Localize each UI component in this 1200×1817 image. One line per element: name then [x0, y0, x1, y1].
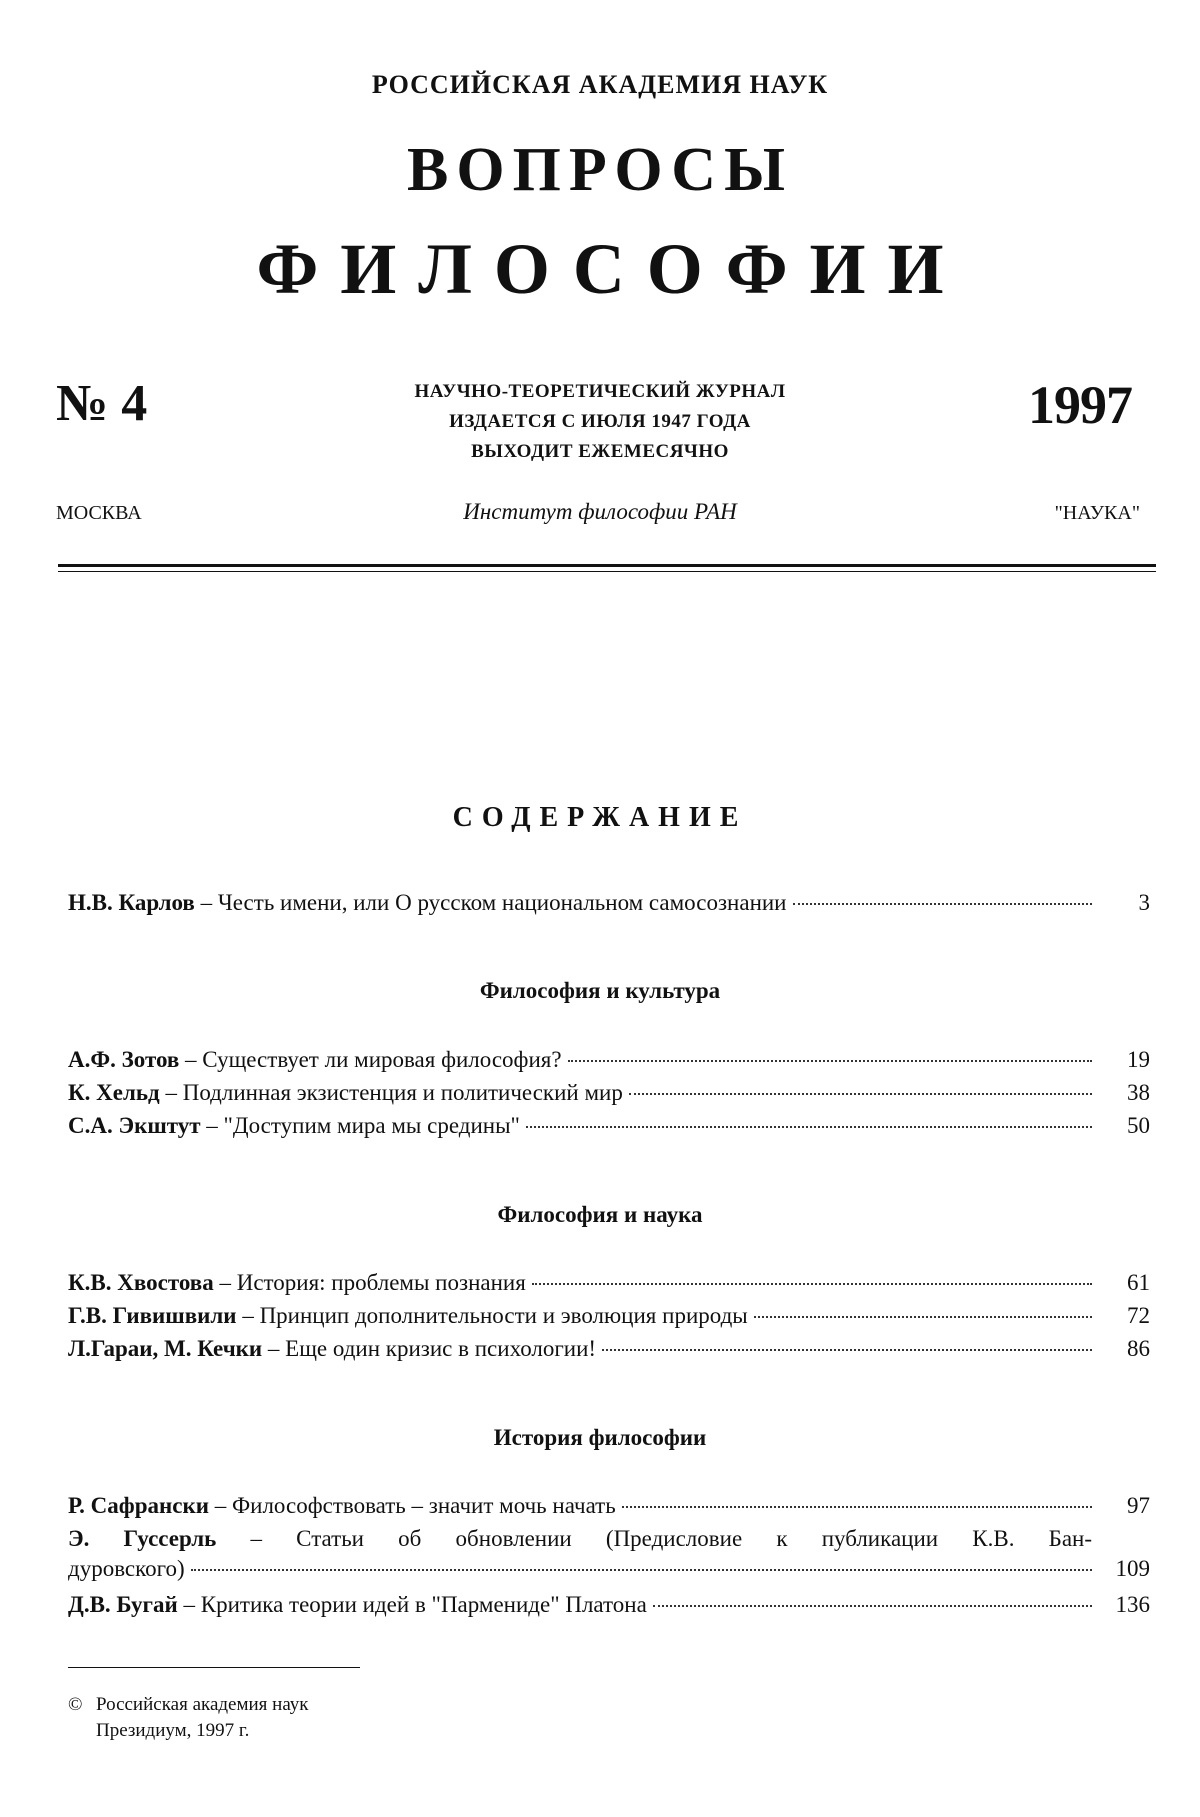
toc-entry: Н.В. Карлов – Честь имени, или О русском национальном самосознании 3 — [68, 888, 1150, 918]
toc-leader-dots — [532, 1283, 1092, 1285]
toc-title: Честь имени, или О русском национальном самосознании — [217, 890, 787, 915]
toc-page: 38 — [1127, 1080, 1150, 1105]
toc-page: 3 — [1138, 890, 1150, 915]
copyright-symbol: © — [68, 1694, 83, 1715]
toc-title: Существует ли мировая философия? — [202, 1047, 562, 1072]
toc-leader-dots — [629, 1093, 1092, 1095]
toc-leader-dots — [653, 1605, 1092, 1607]
issue-number: № 4 — [56, 375, 148, 432]
contents-heading: СОДЕРЖАНИЕ — [452, 802, 748, 833]
toc-author: С.А. Экштут — [68, 1113, 201, 1138]
toc-page: 86 — [1127, 1336, 1150, 1361]
institute: Институт философии РАН — [463, 499, 737, 524]
toc-author: Н.В. Карлов — [68, 890, 195, 915]
city: МОСКВА — [56, 502, 142, 524]
copyright-notice — [68, 1692, 309, 1744]
toc-page: 136 — [1115, 1592, 1150, 1617]
subtitle-line: ВЫХОДИТ ЕЖЕМЕСЯЧНО — [471, 441, 729, 462]
header-rule-thin — [58, 571, 1156, 572]
toc-page: 19 — [1127, 1047, 1150, 1072]
toc-entry: К. Хельд – Подлинная экзистенция и политический мир 38 — [68, 1078, 1150, 1108]
toc-entry: Д.В. Бугай – Критика теории идей в "Пармениде" Платона 136 — [68, 1590, 1150, 1620]
toc-leader-dots — [793, 903, 1093, 905]
toc-title: Еще один кризис в психологии! — [285, 1336, 597, 1361]
toc-author: Э. Гуссерль — [68, 1526, 217, 1551]
toc-entry: С.А. Экштут – "Доступим мира мы средины" 50 — [68, 1111, 1150, 1141]
toc-title-continued: дуровского) — [68, 1556, 185, 1581]
toc-author: Л.Гараи, М. Кечки — [68, 1336, 263, 1361]
footnote-rule — [68, 1667, 360, 1668]
toc-leader-dots — [602, 1349, 1092, 1351]
toc-leader-dots — [526, 1126, 1092, 1128]
copyright-line2: Президиум, 1997 г. — [96, 1720, 250, 1741]
toc-page: 97 — [1127, 1493, 1150, 1518]
section-heading: Философия и наука — [497, 1202, 703, 1227]
toc-entry: К.В. Хвостова – История: проблемы познания 61 — [68, 1268, 1150, 1298]
toc-author: А.Ф. Зотов — [68, 1047, 180, 1072]
toc-author: К. Хельд — [68, 1080, 160, 1105]
toc-author: Г.В. Гивишвили — [68, 1303, 237, 1328]
journal-subtitle — [0, 377, 1200, 467]
toc-author: Р. Сафрански — [68, 1493, 209, 1518]
toc-author: К.В. Хвостова — [68, 1270, 214, 1295]
toc-page: 72 — [1127, 1303, 1150, 1328]
subtitle-line: НАУЧНО-ТЕОРЕТИЧЕСКИЙ ЖУРНАЛ — [414, 381, 786, 402]
toc-entry: А.Ф. Зотов – Существует ли мировая философия? 19 — [68, 1045, 1150, 1075]
toc-title: "Доступим мира мы средины" — [223, 1113, 520, 1138]
toc-entry: Л.Гараи, М. Кечки – Еще один кризис в психологии! 86 — [68, 1334, 1150, 1364]
section-heading: Философия и культура — [479, 978, 721, 1003]
toc-leader-dots — [622, 1506, 1092, 1508]
journal-title-line1: ВОПРОСЫ — [407, 136, 793, 204]
academy-name: РОССИЙСКАЯ АКАДЕМИЯ НАУК — [371, 70, 829, 99]
toc-title: Подлинная экзистенция и политический мир — [182, 1080, 623, 1105]
toc-leader-dots — [568, 1060, 1092, 1062]
publisher: "НАУКА" — [1054, 502, 1140, 524]
toc-page: 109 — [1115, 1556, 1150, 1581]
toc-title: Философствовать – значит мочь начать — [231, 1493, 616, 1518]
toc-title: Принцип дополнительности и эволюция природы — [259, 1303, 748, 1328]
toc-entry: Р. Сафрански – Философствовать – значит мочь начать 97 — [68, 1491, 1150, 1521]
toc-page: 50 — [1127, 1113, 1150, 1138]
journal-title-line2: ФИЛОСОФИИ — [256, 229, 966, 309]
subtitle-line: ИЗДАЕТСЯ С ИЮЛЯ 1947 ГОДА — [449, 411, 751, 432]
toc-title: Статьи об обновлении (Предисловие к публикации К.В. Бан- — [296, 1526, 1093, 1551]
toc-entry: Г.В. Гивишвили – Принцип дополнительности и эволюция природы 72 — [68, 1301, 1150, 1331]
toc-leader-dots — [191, 1569, 1092, 1571]
header-rule-thick — [58, 564, 1156, 567]
toc-page: 61 — [1127, 1270, 1150, 1295]
issue-year: 1997 — [1028, 375, 1132, 435]
toc-title: Критика теории идей в "Пармениде" Платона — [200, 1592, 647, 1617]
section-heading: История философии — [493, 1425, 707, 1450]
toc-author: Д.В. Бугай — [68, 1592, 178, 1617]
toc-entry: Э. Гуссерль – Статьи об обновлении (Предисловие к публикации К.В. Бан- дуровского) 109 — [68, 1524, 1150, 1584]
toc-leader-dots — [754, 1316, 1092, 1318]
copyright-line1: Российская академия наук — [96, 1694, 309, 1715]
toc-title: История: проблемы познания — [236, 1270, 526, 1295]
